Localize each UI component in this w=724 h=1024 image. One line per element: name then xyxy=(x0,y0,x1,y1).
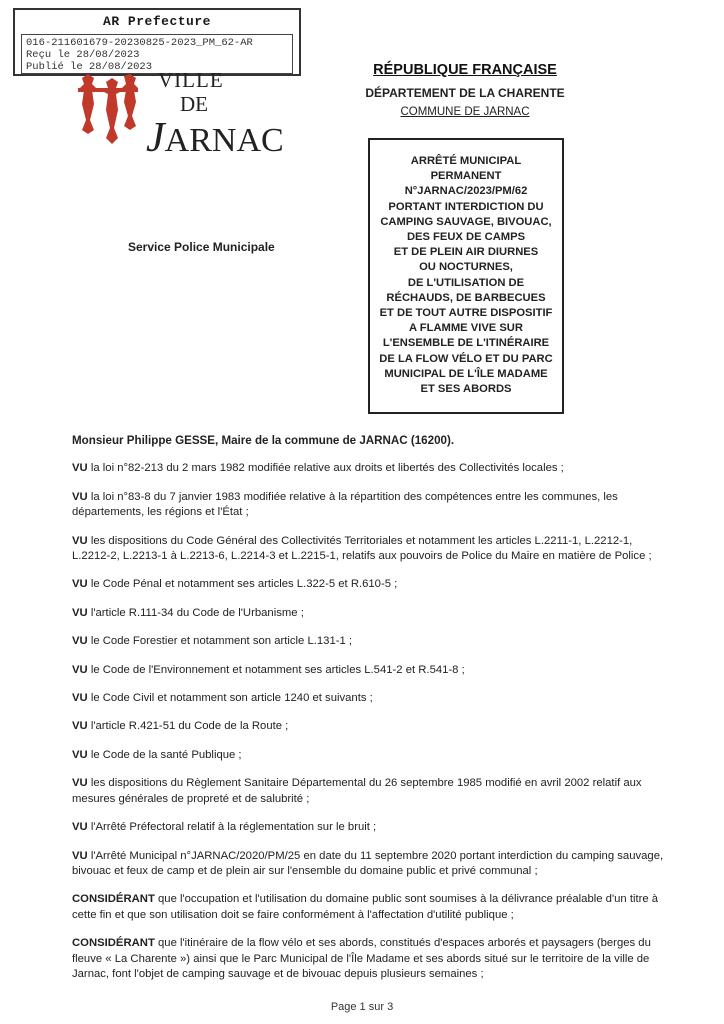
page-number: Page 1 sur 3 xyxy=(330,1001,394,1013)
arrete-line: ET DE PLEIN AIR DIURNES xyxy=(393,246,539,259)
document-body xyxy=(72,433,672,995)
paragraph: VU la loi n°82-213 du 2 mars 1982 modifiée relative aux droits et libertés des Collectivités locales ; xyxy=(72,462,564,475)
paragraph: VU le Code de la santé Publique ; xyxy=(72,748,242,761)
logo-ville-text: VILLE xyxy=(158,68,224,92)
mayor-intro: Monsieur Philippe GESSE, Maire de la commune de JARNAC (16200). xyxy=(72,434,455,447)
arrete-line: MUNICIPAL DE L'ÎLE MADAME xyxy=(384,367,548,380)
paragraph: CONSIDÉRANT que l'occupation et l'utilisation du domaine public sont soumises à la délivrance préalable d'un titre à cette fin et que son utilisation doit se faire conformément à l'affectation d'utilité publique ; xyxy=(72,893,659,921)
paragraph: VU le Code de l'Environnement et notamment ses articles L.541-2 et R.541-8 ; xyxy=(72,663,465,676)
arrete-line: DE LA FLOW VÉLO ET DU PARC xyxy=(379,352,553,365)
arrete-line: OU NOCTURNES, xyxy=(419,261,513,274)
arrete-line: RÉCHAUDS, DE BARBECUES xyxy=(386,291,546,304)
paragraph: VU l'article R.421-51 du Code de la Route ; xyxy=(72,720,289,733)
paragraph: VU le Code Forestier et notamment son article L.131-1 ; xyxy=(72,635,353,648)
arrete-line: ET SES ABORDS xyxy=(420,383,512,396)
arrete-line: N°JARNAC/2023/PM/62 xyxy=(404,185,528,198)
stamp-published: Publié le 28/08/2023 xyxy=(26,61,153,73)
paragraph: VU le Code Civil et notamment son article 1240 et suivants ; xyxy=(72,692,373,705)
arrete-line: CAMPING SAUVAGE, BIVOUAC, xyxy=(380,215,552,228)
paragraph: VU l'Arrêté Préfectoral relatif à la réglementation sur le bruit ; xyxy=(72,821,377,834)
service-label: Service Police Municipale xyxy=(128,240,275,254)
department-label: DÉPARTEMENT DE LA CHARENTE xyxy=(365,86,565,100)
arrete-line: DE L'UTILISATION DE xyxy=(407,276,525,289)
paragraph: VU les dispositions du Règlement Sanitaire Départemental du 26 septembre 1985 modifié en avril 2002 relatif aux mesures générales de propreté et de salubrité ; xyxy=(72,777,642,805)
stamp-reference: 016-211601679-20230825-2023_PM_62-AR xyxy=(26,37,253,49)
ville-de-jarnac-logo xyxy=(76,62,284,161)
logo-jarnac-text: JARNAC xyxy=(146,115,284,161)
paragraph: CONSIDÉRANT que l'itinéraire de la flow vélo et ses abords, constitués d'espaces arborés et paysagers (berges du fleuve « La Charente ») ainsi que le Parc Municipal de l'Île Madame et ses abords situé sur le territoire de la ville de Jarnac, font l'objet de camping sauvage et de bivouac depuis plusieurs semaines ; xyxy=(72,937,651,980)
arrete-line: ET DE TOUT AUTRE DISPOSITIF xyxy=(379,307,553,320)
arrete-line: DES FEUX DE CAMPS xyxy=(406,231,526,244)
stamp-received: Reçu le 28/08/2023 xyxy=(26,49,140,61)
paragraph: VU le Code Pénal et notamment ses articles L.322-5 et R.610-5 ; xyxy=(72,578,398,591)
paragraph: VU la loi n°83-8 du 7 janvier 1983 modifiée relative à la répartition des compétences entre les communes, les départements, les régions et l'État ; xyxy=(72,490,618,519)
republique-header xyxy=(360,62,570,118)
stamp-title: AR Prefecture xyxy=(103,14,211,29)
paragraph: VU l'Arrêté Municipal n°JARNAC/2020/PM/25 en date du 11 septembre 2020 portant interdiction du camping sauvage, bivouac et feux de camp et de plein air sur l'ensemble du domaine public et privé communal ; xyxy=(72,849,664,877)
arrete-title-box xyxy=(368,138,564,414)
arrete-line: PERMANENT xyxy=(430,170,502,183)
arrete-line: PORTANT INTERDICTION DU xyxy=(388,200,544,213)
fish-emblem-icon xyxy=(76,74,140,154)
arrete-line: ARRÊTÉ MUNICIPAL xyxy=(410,155,522,167)
commune-label: COMMUNE DE JARNAC xyxy=(400,106,530,118)
republique-title: RÉPUBLIQUE FRANÇAISE xyxy=(373,62,557,78)
arrete-line: L'ENSEMBLE DE L'ITINÉRAIRE xyxy=(382,337,550,350)
paragraph: VU les dispositions du Code Général des Collectivités Territoriales et notamment les articles L.2211-1, L.2212-1, L.2212-2, L.2213-1 à L.2213-6, L.2214-3 et L.2215-1, relatifs aux pouvoirs de Police du Maire en matière de Police ; xyxy=(72,534,652,563)
arrete-line: A FLAMME VIVE SUR xyxy=(409,322,523,335)
paragraph: VU l'article R.111-34 du Code de l'Urbanisme ; xyxy=(72,606,304,619)
logo-de-text: DE xyxy=(180,92,208,116)
